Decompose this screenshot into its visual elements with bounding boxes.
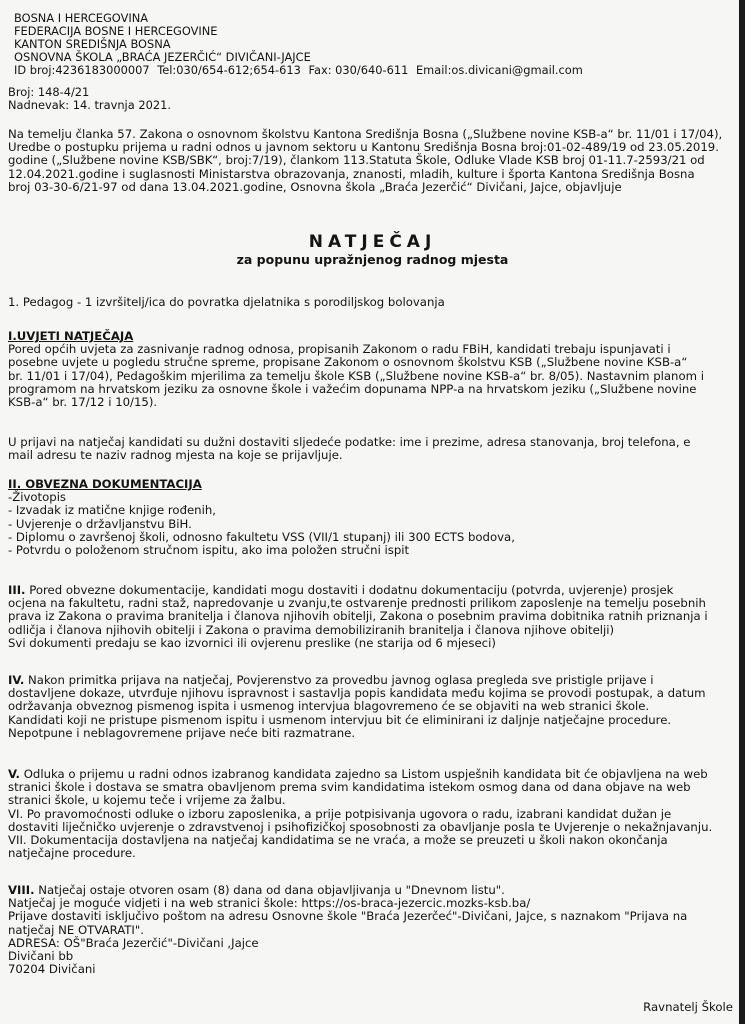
section-line: Pored općih uvjeta za zasnivanje radnog odnosa, propisanih Zakonom o radu FBiH, kandidati trebaju ispunjavati i bbox=[8, 342, 671, 357]
section-line: stranici škole, u kojemu teče i vrijeme za žalbu. bbox=[8, 793, 286, 808]
info-line: mail adresu te naziv radnog mjesta na koje se prijavljuje. bbox=[8, 448, 343, 463]
document-item: - Uvjerenje o državljanstvu BiH. bbox=[8, 516, 192, 531]
section-line: VII. Dokumentacija dostavljena na natječaj kandidatima se ne vraća, a može se preuzeti u školi nakon okončanja bbox=[8, 833, 668, 848]
section-decision bbox=[8, 768, 738, 860]
id-number: ID broj:4236183000007 bbox=[14, 63, 150, 77]
section-documentation bbox=[8, 478, 738, 557]
document-date: Nadnevak: 14. travnja 2021. bbox=[8, 98, 171, 112]
reference-number: Broj: 148-4/21 bbox=[8, 85, 90, 99]
signature-line: Ravnatelj Škole bbox=[643, 1000, 733, 1014]
section-label: III. bbox=[8, 583, 26, 597]
section-line: posebne uvjete u pogledu stručne spreme, propisane Zakonom o osnovnom školstvu KSB („Službene novine KSB-a“ bbox=[8, 355, 688, 370]
intro-line: godine („Službene novine KSB/SBK“, broj:7/19), člankom 113.Statuta Škole, Odluke Vlade KSB broj 01-11.7-2593/21 od bbox=[8, 153, 705, 168]
document-item: - Izvadak iz matične knjige rođenih, bbox=[8, 503, 216, 518]
position-text: 1. Pedagog - 1 izvršitelj/ica do povratka djelatnika s porodiljskog bolovanja bbox=[8, 295, 445, 309]
address-line: ADRESA: OŠ"Braća Jezerčić"-Divičani ,Jajce bbox=[8, 935, 259, 950]
section-label: VIII. bbox=[8, 883, 35, 897]
section-line: odličja i članova njihovih obitelji i Zakona o pravima demobiliziranih branitelja i članova njihove obitelji) bbox=[8, 622, 615, 637]
section-line: natječaj NE OTVARATI". bbox=[8, 922, 144, 937]
section-line: stranici škole i dostava se smatra obavljenom prema svim kandidatima istekom osmog dana od dana objave na web bbox=[8, 780, 691, 795]
section-line: Nepotpune i neblagovremene prijave neće biti razmatrane. bbox=[8, 725, 356, 740]
section-line: br. 11/01 i 17/04), Pedagoškim mjerilima za temelju škole KSB („Službene novine KSB-a“ br. 8/05). Nastavnim planom i bbox=[8, 368, 704, 383]
section-heading: I.UVJETI NATJEČAJA bbox=[8, 329, 134, 343]
section-line: Pored obvezne dokumentacije, kandidati mogu dostaviti i dodatnu dokumentaciju (potvrda, uvjerenje) prosjek bbox=[25, 583, 674, 597]
header-line-canton: KANTON SREDIŠNJA BOSNA bbox=[14, 37, 171, 51]
web-link-line[interactable]: Natječaj je moguće vidjeti i na web stranici škole: https://os-braca-jezercic.mozks-ksb.ba/ bbox=[8, 896, 531, 911]
section-heading: II. OBVEZNA DOKUMENTACIJA bbox=[8, 477, 202, 491]
section-line: programom na hrvatskom jeziku za osnovne škole i važećim dopunama NPP-a na hrvatskom jeziku („Službene novine bbox=[8, 381, 697, 396]
section-line: održavanja obveznog pismenog ispita i usmenog intervjua blagovremeno će se objaviti na web stranici škole. bbox=[8, 699, 650, 714]
section-line: dostaviti liječničko uvjerenje o zdravstvenoj i psihofizičkoj sposobnosti za obavljanje posla te Uvjerenje o nekažnjavanju. bbox=[8, 819, 713, 834]
section-deadline bbox=[8, 884, 738, 976]
header-contact-line bbox=[14, 64, 587, 77]
section-line: ocjena na fakultetu, radni staž, napredovanje u zvanju,te ostvarenje prednosti prilikom zaposlenje na temelju posebnih bbox=[8, 596, 706, 611]
title-subtitle: za popunu upražnjenog radnog mjesta bbox=[236, 252, 509, 267]
section-procedure bbox=[8, 674, 738, 740]
section-line: Nakon primitka prijava na natječaj, Povjerenstvo za provedbu javnog oglasa pregleda sve pristigle prijave i bbox=[24, 673, 654, 687]
intro-line: broj 03-30-6/21-97 od dana 13.04.2021.godine, Osnovna škola „Braća Jezerčić“ Divičani, Jajce, objavljuje bbox=[8, 179, 622, 194]
intro-line: Uredbe o postupku prijema u radni odnos u javnom sektoru u Kantonu Središnja Bosna broj:01-02-489/19 od 23.05.2019. bbox=[8, 140, 719, 155]
intro-line: Na temelju članka 57. Zakona o osnovnom školstvu Kantona Središnja Bosna („Službene novine KSB-a“ br. 11/01 i 17/04), bbox=[8, 127, 723, 141]
section-line: Svi dokumenti predaju se kao izvornici ili ovjerenu preslike (ne starija od 6 mjeseci) bbox=[8, 635, 496, 650]
section-line: Natječaj ostaje otvoren osam (8) dana od dana objavljivanja u "Dnevnom listu". bbox=[34, 883, 505, 897]
telephone: Tel:030/654-612;654-613 bbox=[157, 63, 301, 77]
section-label: IV. bbox=[8, 673, 25, 687]
application-info bbox=[8, 436, 738, 462]
position-line bbox=[8, 296, 738, 309]
email: Email:os.divicani@gmail.com bbox=[415, 63, 583, 77]
scan-edge bbox=[739, 0, 745, 1024]
document-item: - Potvrdu o položenom stručnom ispitu, ako ima položen stručni ispit bbox=[8, 543, 410, 558]
section-line: natječajne procedure. bbox=[8, 846, 136, 861]
intro-line: 12.04.2021.godine i suglasnosti Ministarstva obrazovanja, znanosti, mladih, kulture i športa Kantona Središnja Bosna bbox=[8, 166, 695, 181]
header-line-school: OSNOVNA ŠKOLA „BRAĆA JEZERČIĆ“ DIVIČANI-JAJCE bbox=[14, 50, 311, 64]
document-item: -Životopis bbox=[8, 490, 67, 505]
document-item: - Diplomu o završenoj školi, odnosno fakultetu VSS (VII/1 stupanj) ili 300 ECTS bodova, bbox=[8, 529, 515, 544]
section-line: VI. Po pravomoćnosti odluke o izboru zaposlenika, a prije potpisivanja ugovora o radu, izabrani kandidat dužan je bbox=[8, 806, 672, 821]
document-title bbox=[0, 232, 745, 267]
document-reference bbox=[8, 86, 171, 112]
section-line: KSB-a“ br. 17/12 i 10/15). bbox=[8, 395, 158, 410]
intro-paragraph bbox=[8, 128, 738, 194]
section-line: prava iz Zakona o pravima branitelja i članova njihovih obitelji, Zakona o posebnim pravima dobitnika ratnih priznanja i bbox=[8, 609, 708, 624]
section-conditions bbox=[8, 330, 738, 409]
school-header bbox=[14, 12, 587, 77]
section-additional-docs bbox=[8, 584, 738, 650]
title-main: NATJEČAJ bbox=[308, 232, 437, 252]
section-line: Prijave dostaviti isključivo poštom na adresu Osnovne škole "Braća Jezerčeć"-Divičani, Jajce, s naznakom "Prijava na bbox=[8, 909, 688, 924]
address-line: Divičani bb bbox=[8, 949, 74, 964]
info-line: U prijavi na natječaj kandidati su dužni dostaviti sljedeće podatke: ime i prezime, adresa stanovanja, broj telefona, e bbox=[8, 435, 691, 449]
section-line: dostavljene dokaze, utvrđuje njihovu ispravnost i sastavlja popis kandidata među kojima se provodi postupak, a datum bbox=[8, 686, 706, 701]
section-line: Odluka o prijemu u radni odnos izabranog kandidata zajedno sa Listom uspješnih kandidata bit će objavljena na web bbox=[19, 767, 708, 781]
fax: Fax: 030/640-611 bbox=[308, 63, 409, 77]
section-label: V. bbox=[8, 767, 20, 781]
header-line-country: BOSNA I HERCEGOVINA bbox=[14, 11, 149, 25]
address-line: 70204 Divičani bbox=[8, 962, 96, 977]
header-line-federation: FEDERACIJA BOSNE I HERCEGOVINE bbox=[14, 24, 218, 38]
section-line: Kandidati koji ne pristupe pismenom ispitu i usmenom intervjuu bit će eliminirani iz daljnje natječajne procedure. bbox=[8, 712, 672, 727]
